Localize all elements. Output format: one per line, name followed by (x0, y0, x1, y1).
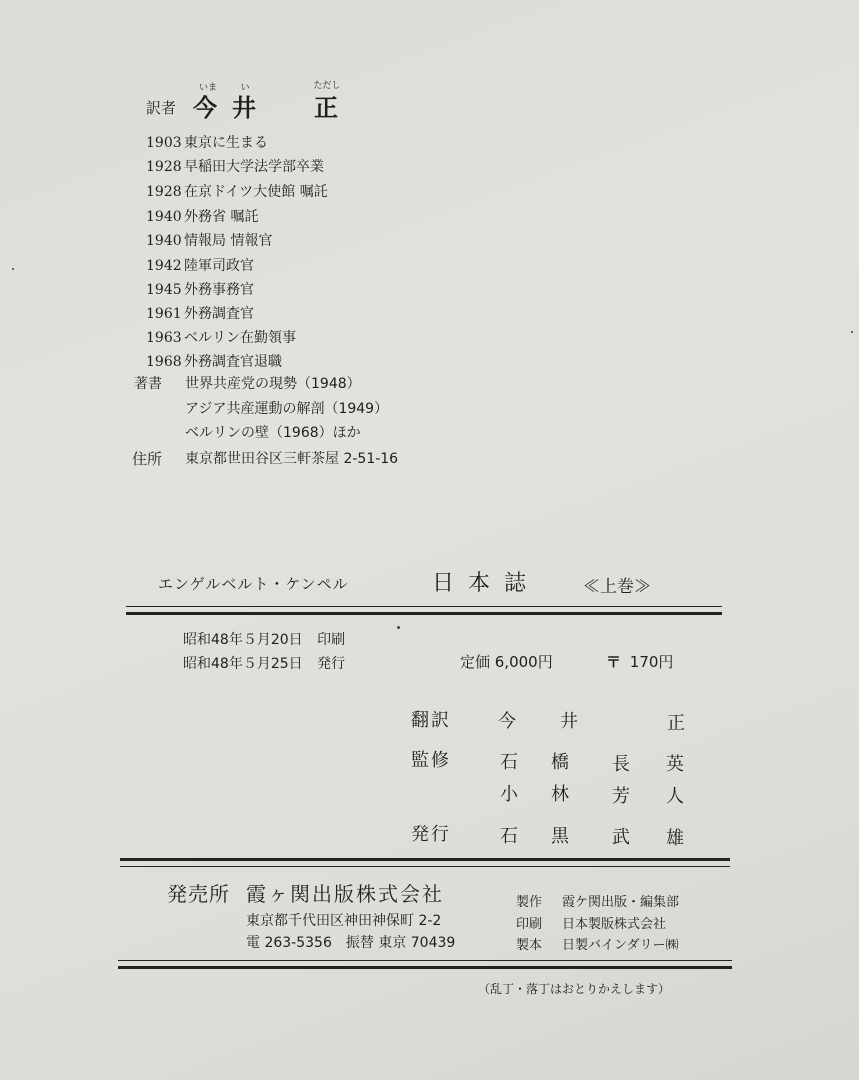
work-title: アジア共産運動の解剖（1949） (185, 401, 389, 417)
bio-year: 1963 (146, 330, 182, 346)
person-char: 英 (666, 754, 684, 775)
translator-name-char-2: 井 (232, 94, 258, 122)
bio-text: ベルリン在勤領事 (184, 330, 296, 346)
publisher-label: 発売所 (167, 882, 230, 906)
biography-entry (146, 255, 254, 275)
role-label-publisher: 発行 (411, 824, 451, 845)
person-char: 武 (612, 827, 630, 848)
postage-value: 170円 (629, 653, 674, 671)
print-date-row (183, 629, 345, 649)
bio-text: 外務事務官 (184, 282, 254, 298)
bio-text: 外務調査官 (184, 306, 254, 322)
biography-entry (146, 156, 324, 176)
biography-entry (146, 279, 254, 299)
credit-printing (516, 913, 666, 932)
bio-year: 1903 (146, 135, 182, 151)
issue-date-row (183, 653, 345, 673)
bio-year: 1942 (146, 258, 182, 274)
divider-thick (126, 612, 722, 615)
person-char: 芳 (612, 786, 630, 807)
person-char: 橋 (551, 752, 569, 773)
divider-thick (118, 966, 732, 969)
bio-year: 1968 (146, 354, 182, 370)
bio-year: 1928 (146, 159, 182, 175)
works-label: 著書 (134, 376, 162, 392)
person-char: 小 (500, 784, 518, 805)
work-title: 世界共産党の現勢（1948） (185, 376, 361, 392)
bio-text: 早稲田大学法学部卒業 (184, 159, 324, 175)
bio-year: 1961 (146, 306, 182, 322)
credit-label: 製本 (516, 938, 543, 953)
postal-mark-icon: 〒 (606, 653, 622, 671)
credit-value: 日製バインダリー㈱ (562, 938, 679, 953)
person-char: 井 (560, 711, 578, 732)
bio-text: 在京ドイツ大使館 嘱託 (184, 184, 328, 200)
price: 定価 6,000円 (460, 653, 553, 671)
biography-entry (146, 206, 258, 226)
translator-name-char-1: 今 (193, 94, 219, 122)
divider-thin (118, 960, 732, 961)
person-char: 石 (500, 752, 518, 773)
book-title: 日本誌 (432, 571, 541, 596)
publisher-name: 霞ヶ関出版株式会社 (246, 882, 444, 906)
bio-text: 東京に生まる (184, 135, 268, 151)
biography-entry (146, 181, 328, 201)
address-value: 東京都世田谷区三軒茶屋 2-51-16 (185, 451, 399, 467)
bio-text: 外務調査官退職 (184, 354, 282, 370)
paper-speck (397, 626, 400, 629)
paper-speck (851, 331, 853, 333)
credit-value: 霞ケ関出版・編集部 (562, 895, 680, 910)
person-char: 人 (666, 786, 684, 807)
biography-entry (146, 303, 254, 323)
postage (606, 651, 673, 672)
person-char: 石 (500, 826, 518, 847)
person-char: 今 (498, 711, 516, 732)
publisher-address: 東京都千代田区神田神保町 2-2 (246, 913, 442, 929)
bio-year: 1940 (146, 209, 182, 225)
credit-label: 印刷 (516, 917, 543, 932)
credit-label: 製作 (516, 895, 543, 910)
bio-text: 陸軍司政官 (184, 258, 254, 274)
divider-thick (120, 858, 730, 861)
book-author: エンゲルベルト・ケンペル (158, 575, 349, 593)
issue-date: 昭和48年５月25日 (183, 656, 303, 672)
book-volume: ≪上巻≫ (583, 577, 651, 597)
person-char: 長 (612, 754, 630, 775)
credit-value: 日本製版株式会社 (562, 917, 667, 932)
paper-speck (12, 268, 14, 270)
print-event: 印刷 (317, 632, 346, 648)
print-date: 昭和48年５月20日 (183, 632, 303, 648)
translator-ruby-2: い (240, 83, 250, 93)
credit-production (516, 891, 679, 910)
translator-label: 訳者 (146, 99, 177, 117)
divider-thin (126, 606, 722, 607)
biography-entry (146, 351, 282, 371)
translator-name-char-3: 正 (314, 94, 340, 122)
divider-thin (120, 866, 730, 867)
translator-ruby-1: いま (198, 83, 217, 93)
address-label: 住所 (132, 450, 163, 468)
role-label-translation: 翻訳 (411, 710, 451, 731)
person-char: 雄 (666, 828, 684, 849)
biography-entry (146, 327, 296, 347)
person-char: 正 (667, 713, 685, 734)
role-label-supervision: 監修 (411, 750, 451, 771)
translator-ruby-3: ただし (313, 81, 341, 91)
work-title: ベルリンの壁（1968）ほか (185, 425, 361, 441)
publisher-phone: 電 263-5356 振替 東京 70439 (246, 935, 456, 951)
bio-year: 1940 (146, 233, 182, 249)
bio-text: 外務省 嘱託 (184, 209, 259, 225)
issue-event: 発行 (317, 656, 346, 672)
biography-entry (146, 230, 272, 250)
person-char: 黒 (551, 826, 569, 847)
person-char: 林 (551, 784, 569, 805)
bio-year: 1928 (146, 184, 182, 200)
bio-year: 1945 (146, 282, 182, 298)
credit-binding (516, 934, 678, 953)
bio-text: 情報局 情報官 (184, 233, 273, 249)
replacement-notice: （乱丁・落丁はおとりかえします） (478, 982, 671, 996)
biography-entry (146, 132, 268, 152)
